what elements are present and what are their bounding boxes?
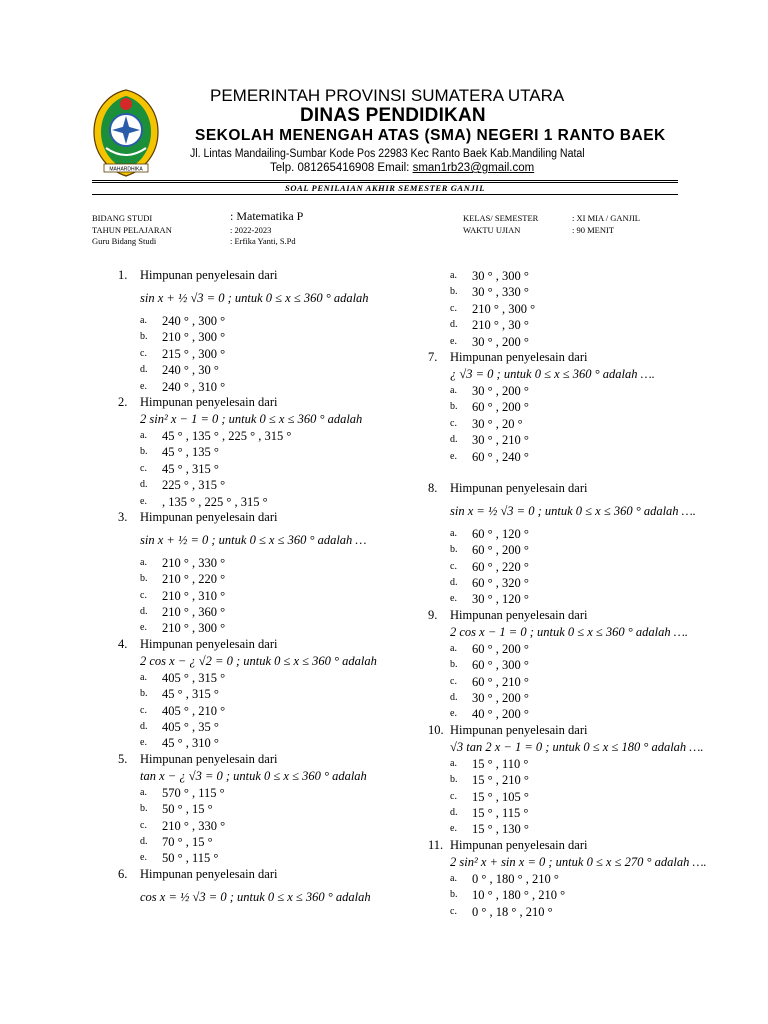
option-value: 15 ° , 110 ° [472, 756, 529, 771]
header-divider-bottom [92, 194, 678, 195]
option-value: 15 ° , 130 ° [472, 822, 529, 837]
option-value: 60 ° , 120 ° [472, 526, 529, 541]
option-letter: b. [450, 401, 458, 413]
option-letter: c. [140, 704, 147, 716]
option-letter: e. [140, 737, 147, 749]
option-letter: b. [450, 889, 458, 901]
question [118, 510, 418, 525]
question-text: Himpunan penyelesain dari [140, 636, 278, 651]
option-letter: c. [450, 675, 457, 687]
option-value: 240 ° , 30 ° [162, 363, 219, 378]
answer-option[interactable] [428, 657, 728, 673]
question-formula: cos x = ½ √3 = 0 ; untuk 0 ≤ x ≤ 360 ° adalah [140, 889, 371, 904]
teacher-value: : Erfika Yanti, S.Pd [230, 236, 296, 246]
question [118, 637, 418, 652]
option-value: 210 ° , 300 ° [162, 621, 226, 636]
question-text: Himpunan penyelesain dari [140, 751, 278, 766]
option-value: 210 ° , 330 ° [162, 555, 226, 570]
option-letter: e. [140, 622, 147, 634]
option-letter: a. [140, 429, 147, 441]
option-value: 60 ° , 220 ° [472, 559, 529, 574]
option-value: 210 ° , 220 ° [162, 572, 226, 587]
question-text: Himpunan penyelesain dari [450, 607, 588, 622]
option-letter: c. [140, 819, 147, 831]
answer-option[interactable] [428, 706, 728, 722]
option-value: 215 ° , 300 ° [162, 346, 226, 361]
option-letter: b. [140, 688, 148, 700]
option-value: 240 ° , 300 ° [162, 314, 226, 328]
option-value: 30 ° , 210 ° [472, 433, 529, 448]
question-number: 6. [118, 866, 128, 881]
option-value: 30 ° , 120 ° [472, 592, 529, 607]
answer-option[interactable] [428, 559, 728, 575]
answer-option[interactable] [118, 703, 418, 719]
answer-option[interactable] [118, 346, 418, 362]
option-value: 0 ° , 180 ° , 210 ° [472, 871, 559, 886]
option-value: 405 ° , 35 ° [162, 720, 219, 735]
option-value: 45 ° , 310 ° [162, 736, 219, 751]
option-value: 50 ° , 115 ° [162, 851, 219, 866]
question-text: Himpunan penyelesain dari [450, 722, 588, 737]
question-text: Himpunan penyelesain dari [140, 509, 278, 524]
option-value: 60 ° , 300 ° [472, 658, 529, 673]
option-letter: a. [450, 642, 457, 654]
school-emblem-logo [88, 84, 164, 180]
option-letter: d. [140, 606, 148, 618]
option-letter: e. [450, 708, 457, 720]
answer-option[interactable] [118, 801, 418, 817]
option-value: 0 ° , 18 ° , 210 ° [472, 904, 553, 919]
answer-option[interactable] [428, 756, 728, 772]
class-label: KELAS/ SEMESTER [463, 213, 539, 223]
answer-option[interactable] [118, 818, 418, 834]
question [428, 723, 728, 738]
option-letter: b. [450, 544, 458, 556]
subject-value: : Matematika P [230, 209, 304, 223]
option-letter: a. [450, 757, 457, 769]
option-value: 60 ° , 320 ° [472, 576, 529, 591]
option-letter: b. [450, 774, 458, 786]
class-value: : XI MIA / GANJIL [572, 213, 640, 223]
option-letter: b. [450, 286, 458, 298]
question-number: 11. [428, 837, 444, 852]
option-letter: c. [450, 560, 457, 572]
option-value: 570 ° , 115 ° [162, 785, 225, 800]
option-value: 30 ° , 200 ° [472, 334, 529, 349]
logo-banner-text: MAHARDHIKA [109, 166, 143, 173]
option-letter: d. [450, 577, 458, 589]
answer-option[interactable] [428, 690, 728, 706]
option-letter: d. [450, 806, 458, 818]
option-letter: a. [140, 556, 147, 568]
answer-option[interactable] [118, 834, 418, 850]
answer-option[interactable] [428, 542, 728, 558]
phone-text: Telp. 081265416908 Email: [270, 162, 413, 174]
option-value: 210 ° , 30 ° [472, 318, 529, 333]
exam-title: SOAL PENILAIAN AKHIR SEMESTER GANJIL [285, 183, 485, 193]
question-formula: sin x = ½ √3 = 0 ; untuk 0 ≤ x ≤ 360 ° adalah …. [450, 503, 696, 518]
option-value: 30 ° , 200 ° [472, 691, 529, 706]
question-text: Himpunan penyelesain dari [140, 394, 278, 409]
school-name: SEKOLAH MENENGAH ATAS (SMA) NEGERI 1 RANTO BAEK [195, 127, 666, 144]
question-text: Himpunan penyelesain dari [450, 837, 588, 852]
duration-label: WAKTU UJIAN [463, 225, 521, 235]
option-letter: c. [450, 417, 457, 429]
option-value: 30 ° , 200 ° [472, 383, 529, 398]
spacer [428, 465, 728, 481]
answer-option[interactable] [118, 571, 418, 587]
question-formula: 2 cos x − 1 = 0 ; untuk 0 ≤ x ≤ 360 ° adalah …. [450, 624, 688, 639]
question [428, 481, 728, 496]
question-text: Himpunan penyelesain dari [140, 268, 278, 282]
option-value: 60 ° , 210 ° [472, 674, 529, 689]
option-value: 15 ° , 115 ° [472, 805, 529, 820]
answer-option[interactable] [118, 620, 418, 636]
answer-option[interactable] [118, 379, 418, 395]
option-value: 60 ° , 240 ° [472, 449, 529, 464]
question [118, 867, 418, 882]
school-contact [270, 162, 534, 174]
option-letter: a. [450, 384, 457, 396]
option-value: 405 ° , 315 ° [162, 670, 226, 685]
answer-option[interactable] [428, 674, 728, 690]
option-letter: a. [140, 786, 147, 798]
teacher-label: Guru Bidang Studi [92, 236, 157, 246]
option-letter: e. [450, 593, 457, 605]
answer-option[interactable] [118, 735, 418, 751]
option-letter: b. [140, 573, 148, 585]
question [118, 752, 418, 767]
option-value: 40 ° , 200 ° [472, 707, 529, 722]
option-letter: d. [450, 434, 458, 446]
question [428, 838, 728, 853]
question [428, 350, 728, 365]
option-value: 240 ° , 310 ° [162, 379, 226, 394]
option-value: 50 ° , 15 ° [162, 802, 213, 817]
answer-option[interactable] [428, 301, 728, 317]
option-letter: e. [450, 823, 457, 835]
option-value: 210 ° , 310 ° [162, 588, 226, 603]
option-value: 405 ° , 210 ° [162, 703, 226, 718]
option-letter: b. [140, 446, 148, 458]
answer-option[interactable] [428, 805, 728, 821]
option-value: 10 ° , 180 ° , 210 ° [472, 888, 566, 903]
question-formula: sin x + ½ = 0 ; untuk 0 ≤ x ≤ 360 ° adalah … [140, 532, 367, 547]
question-number: 4. [118, 636, 128, 651]
option-value: 210 ° , 300 ° [162, 330, 226, 345]
option-value: 30 ° , 300 ° [472, 269, 529, 283]
department-name: DINAS PENDIDIKAN [300, 105, 486, 126]
answer-option[interactable] [118, 313, 418, 329]
question-text: Himpunan penyelesain dari [450, 349, 588, 364]
year-label: TAHUN PELAJARAN [92, 225, 172, 235]
question-number: 8. [428, 480, 438, 495]
option-letter: e. [140, 380, 147, 392]
question-formula: ¿ √3 = 0 ; untuk 0 ≤ x ≤ 360 ° adalah …. [450, 366, 655, 381]
answer-option[interactable] [118, 461, 418, 477]
option-letter: d. [140, 721, 148, 733]
option-value: 45 ° , 315 ° [162, 687, 219, 702]
option-letter: e. [140, 495, 147, 507]
option-letter: e. [140, 852, 147, 864]
answer-option[interactable] [428, 526, 728, 542]
question-number: 3. [118, 509, 128, 524]
answer-option[interactable] [428, 789, 728, 805]
option-letter: d. [140, 835, 148, 847]
answer-option[interactable] [118, 670, 418, 686]
question [118, 395, 418, 410]
answer-option[interactable] [428, 904, 728, 920]
answer-option[interactable] [118, 785, 418, 801]
option-letter: c. [140, 462, 147, 474]
school-address: Jl. Lintas Mandailing-Sumbar Kode Pos 22983 Kec Ranto Baek Kab.Mandiling Natal [190, 148, 585, 160]
option-letter: d. [450, 692, 458, 704]
questions-left-column [118, 268, 418, 912]
answer-option[interactable] [428, 399, 728, 415]
answer-option[interactable] [428, 383, 728, 399]
option-value: 210 ° , 300 ° [472, 301, 536, 316]
option-letter: c. [450, 790, 457, 802]
duration-value: : 90 MENIT [572, 225, 615, 235]
option-letter: d. [140, 364, 148, 376]
question-number: 5. [118, 751, 128, 766]
question-formula: 2 sin² x + sin x = 0 ; untuk 0 ≤ x ≤ 270 ° adalah …. [450, 854, 707, 869]
question-number: 9. [428, 607, 438, 622]
answer-option[interactable] [118, 588, 418, 604]
option-value: , 135 ° , 225 ° , 315 ° [162, 494, 268, 509]
answer-option[interactable] [428, 821, 728, 837]
option-letter: c. [450, 905, 457, 917]
option-value: 30 ° , 330 ° [472, 285, 529, 300]
option-value: 60 ° , 200 ° [472, 543, 529, 558]
email-link[interactable]: sman1rb23@gmail.com [412, 162, 535, 174]
option-letter: c. [140, 347, 147, 359]
question [428, 608, 728, 623]
question-formula: tan x − ¿ √3 = 0 ; untuk 0 ≤ x ≤ 360 ° adalah [140, 768, 367, 783]
option-letter: b. [450, 659, 458, 671]
answer-option[interactable] [118, 604, 418, 620]
question-number: 2. [118, 394, 128, 409]
option-letter: a. [450, 872, 457, 884]
option-value: 60 ° , 200 ° [472, 641, 529, 656]
question-formula: 2 cos x − ¿ √2 = 0 ; untuk 0 ≤ x ≤ 360 ° adalah [140, 653, 377, 668]
option-letter: e. [450, 450, 457, 462]
question-formula: 2 sin² x − 1 = 0 ; untuk 0 ≤ x ≤ 360 ° adalah [140, 411, 363, 426]
option-value: 45 ° , 135 ° [162, 445, 219, 460]
option-letter: c. [140, 589, 147, 601]
questions-right-column [428, 268, 728, 920]
answer-option[interactable] [428, 575, 728, 591]
option-letter: a. [450, 527, 457, 539]
option-value: 15 ° , 210 ° [472, 773, 529, 788]
question-formula: sin x + ½ √3 = 0 ; untuk 0 ≤ x ≤ 360 ° adalah [140, 291, 369, 305]
answer-option[interactable] [428, 887, 728, 903]
answer-option[interactable] [118, 428, 418, 444]
question-text: Himpunan penyelesain dari [140, 866, 278, 881]
answer-option[interactable] [118, 850, 418, 866]
option-value: 30 ° , 20 ° [472, 416, 523, 431]
government-name: PEMERINTAH PROVINSI SUMATERA UTARA [210, 86, 565, 105]
option-letter: a. [450, 270, 457, 281]
option-value: 210 ° , 330 ° [162, 818, 226, 833]
answer-option[interactable] [428, 591, 728, 607]
question-number: 1. [118, 268, 128, 282]
option-value: 60 ° , 200 ° [472, 400, 529, 415]
question-number: 10. [428, 722, 444, 737]
question-formula: √3 tan 2 x − 1 = 0 ; untuk 0 ≤ x ≤ 180 ° adalah …. [450, 739, 704, 754]
answer-option[interactable] [428, 432, 728, 448]
answer-option[interactable] [428, 268, 728, 284]
answer-option[interactable] [428, 641, 728, 657]
option-letter: c. [450, 302, 457, 314]
answer-option[interactable] [118, 477, 418, 493]
answer-option[interactable] [428, 334, 728, 350]
answer-option[interactable] [428, 772, 728, 788]
answer-option[interactable] [428, 284, 728, 300]
option-letter: e. [450, 335, 457, 347]
answer-option[interactable] [118, 362, 418, 378]
option-letter: d. [450, 319, 458, 331]
option-letter: b. [140, 803, 148, 815]
option-value: 225 ° , 315 ° [162, 478, 226, 493]
answer-option[interactable] [118, 719, 418, 735]
answer-option[interactable] [118, 494, 418, 510]
option-value: 45 ° , 135 ° , 225 ° , 315 ° [162, 428, 292, 443]
answer-option[interactable] [118, 444, 418, 460]
option-letter: a. [140, 671, 147, 683]
option-value: 45 ° , 315 ° [162, 461, 219, 476]
answer-option[interactable] [428, 449, 728, 465]
option-value: 70 ° , 15 ° [162, 834, 213, 849]
year-value: : 2022-2023 [230, 225, 272, 235]
question [118, 268, 418, 283]
question-number: 7. [428, 349, 438, 364]
subject-label: BIDANG STUDI [92, 213, 153, 223]
option-letter: b. [140, 331, 148, 343]
answer-option[interactable] [428, 871, 728, 887]
answer-option[interactable] [118, 555, 418, 571]
option-value: 210 ° , 360 ° [162, 605, 226, 620]
option-letter: d. [140, 479, 148, 491]
answer-option[interactable] [428, 416, 728, 432]
header-divider-top [92, 180, 678, 181]
answer-option[interactable] [118, 329, 418, 345]
option-value: 15 ° , 105 ° [472, 789, 529, 804]
answer-option[interactable] [118, 686, 418, 702]
answer-option[interactable] [428, 317, 728, 333]
question-text: Himpunan penyelesain dari [450, 480, 588, 495]
option-letter: a. [140, 315, 147, 326]
